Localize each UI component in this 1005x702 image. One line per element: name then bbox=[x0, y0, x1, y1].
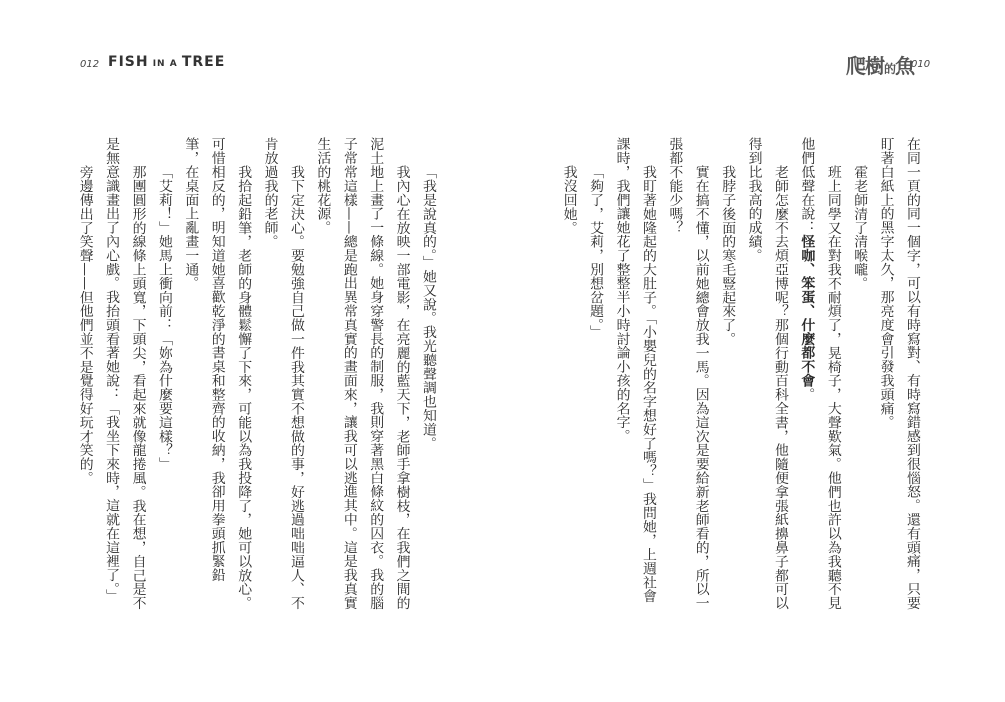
text-line: 盯著白紙上的黑字太久，那亮度會引發我頭痛。 bbox=[877, 137, 894, 429]
title-word: 爬樹 bbox=[846, 54, 884, 78]
text-line: 那團圓形的線條上頭寬，下頭尖，看起來就像龍捲風。我在想，自己是不 bbox=[129, 164, 146, 610]
text-line: 「我是說真的。」她又說。我光聽聲調也知道。 bbox=[420, 164, 436, 450]
text-line: 生活的桃花源。 bbox=[314, 137, 331, 235]
text-line: 子常常這樣——總是跑出異常真實的畫面來，讓我可以逃進其中。這是我真實 bbox=[340, 137, 357, 610]
text-line: 肯放過我的老師。 bbox=[261, 137, 278, 249]
text-line: 我脖子後面的寒毛豎起來了。 bbox=[719, 164, 736, 346]
left-page-number: 012 bbox=[80, 59, 100, 70]
text-line: 旁邊傳出了笑聲——但他們並不是覺得好玩才笑的。 bbox=[76, 164, 93, 485]
right-page-number: 010 bbox=[911, 59, 931, 70]
text-line: 我內心在放映一部電影，在亮麗的藍天下，老師手拿樹枝，在我們之間的 bbox=[393, 164, 410, 610]
emphasized-text: 怪咖、笨蛋、什麼都不會 bbox=[798, 234, 815, 388]
text-line bbox=[793, 137, 819, 629]
text-line: 筆，在桌面上亂畫一通。 bbox=[182, 137, 199, 290]
left-page-body bbox=[71, 137, 441, 629]
text-line: 我拾起鉛筆，老師的身體鬆懈了下來，可能以為我投降了，她可以放心。 bbox=[235, 164, 252, 610]
text-line: 「艾莉！」她馬上衝向前：「妳為什麼要這樣？」 bbox=[155, 164, 172, 471]
text-line: 我沒回她。 bbox=[560, 164, 577, 235]
text-line: 是無意識畫出了內心戲。我抬頭看著她說：「我坐下來時，這就在這裡了。」 bbox=[103, 137, 120, 603]
text-line: 泥土地上畫了一條線。她身穿警長的制服，我則穿著黑白條紋的囚衣。我的腦 bbox=[367, 137, 384, 610]
text-line: 課時，我們讓她花了整整半小時討論小孩的名字。 bbox=[613, 137, 630, 443]
text-line: 可惜相反的，明知道她喜歡乾淨的書桌和整齊的收納，我卻用拳頭抓緊鉛 bbox=[208, 137, 225, 582]
book-title-english bbox=[108, 54, 225, 70]
text-segment: 他們低聲在說： bbox=[798, 137, 815, 235]
text-line: 我下定決心。要勉強自己做一件我其實不想做的事，好逃過咄咄逼人、不 bbox=[287, 164, 304, 610]
title-word: IN A bbox=[148, 59, 182, 69]
title-word: 魚 bbox=[895, 54, 915, 78]
title-word: TREE bbox=[181, 54, 226, 70]
text-line: 「夠了，艾莉，別想岔題。」 bbox=[587, 164, 604, 339]
text-line: 老師怎麼不去煩亞博呢？那個行動百科全書，他隨便拿張紙擤鼻子都可以 bbox=[771, 164, 788, 610]
text-line: 班上同學又在對我不耐煩了，晃椅子，大聲歎氣。他們也許以為我聽不見 bbox=[824, 164, 841, 610]
text-line: 實在搞不懂，以前她總會放我一馬。因為這次是要給新老師看的，所以一 bbox=[692, 164, 709, 610]
text-segment: 。 bbox=[798, 387, 815, 402]
right-page-body bbox=[555, 137, 925, 629]
text-line: 我盯著她隆起的大肚子。「小嬰兒的名字想好了嗎？」我問她，上週社會 bbox=[639, 164, 656, 603]
book-title-chinese bbox=[846, 50, 914, 79]
title-word: 的 bbox=[884, 62, 896, 76]
text-line: 得到比我高的成績。 bbox=[745, 137, 762, 263]
text-line: 在同一頁的同一個字，可以有時寫對、有時寫錯感到很惱怒。還有頭痛，只要 bbox=[904, 137, 920, 610]
title-word: FISH bbox=[108, 54, 149, 70]
text-line: 張都不能少嗎？ bbox=[666, 137, 683, 235]
text-line: 霍老師清了清喉嚨。 bbox=[851, 164, 868, 290]
